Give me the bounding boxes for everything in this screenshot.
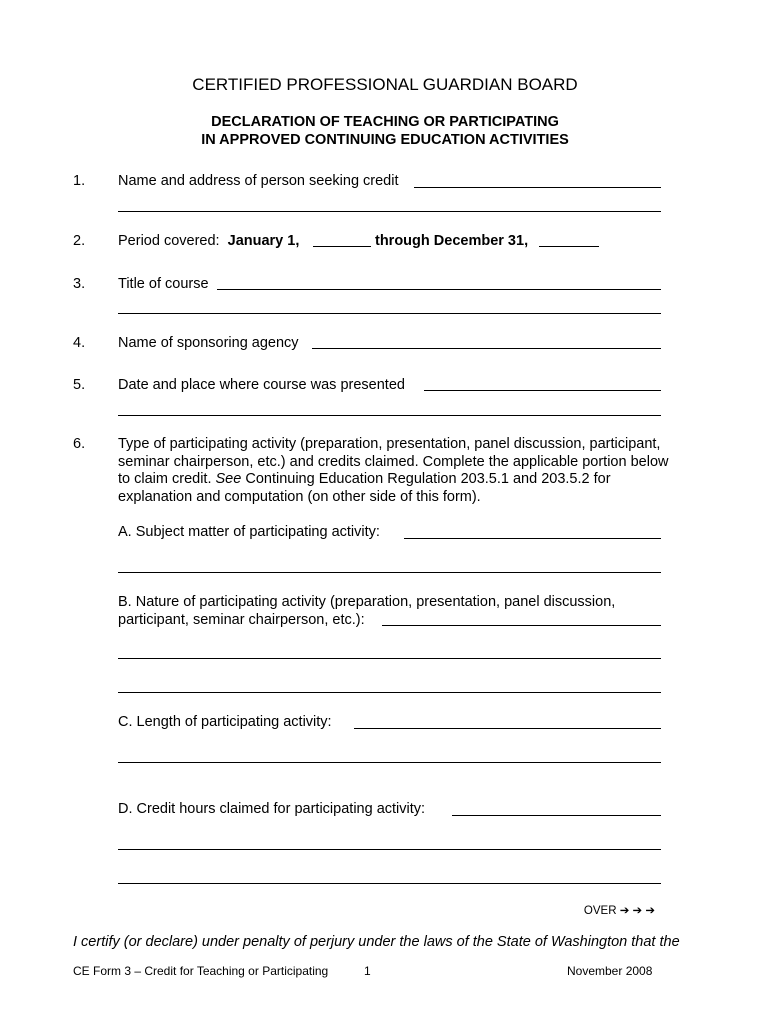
form-subtitle bbox=[0, 113, 770, 149]
credit-hours-field-line-3[interactable] bbox=[118, 883, 661, 884]
course-title-field[interactable] bbox=[217, 289, 661, 290]
length-label: C. Length of participating activity: bbox=[118, 714, 332, 730]
item-label-date-place: Date and place where course was presented bbox=[118, 377, 405, 393]
sponsoring-agency-field[interactable] bbox=[312, 348, 661, 349]
item-number-3: 3. bbox=[73, 276, 86, 292]
nature-field[interactable] bbox=[382, 625, 661, 626]
course-title-field-line-2[interactable] bbox=[118, 313, 661, 314]
credit-hours-field[interactable] bbox=[452, 815, 661, 816]
date-place-field[interactable] bbox=[424, 390, 661, 391]
activity-instructions bbox=[118, 436, 678, 506]
item-number-4: 4. bbox=[73, 335, 86, 351]
credit-hours-field-line-2[interactable] bbox=[118, 849, 661, 850]
period-end: through December 31, bbox=[375, 233, 529, 249]
item-label-title: Title of course bbox=[118, 276, 209, 292]
certification-statement: I certify (or declare) under penalty of perjury under the laws of the State of Washington that the bbox=[73, 934, 680, 950]
board-title: CERTIFIED PROFESSIONAL GUARDIAN BOARD bbox=[192, 75, 578, 94]
subtitle-line-2: IN APPROVED CONTINUING EDUCATION ACTIVITIES bbox=[201, 132, 569, 148]
item-number-1: 1. bbox=[73, 173, 86, 189]
date-place-field-line-2[interactable] bbox=[118, 415, 661, 416]
item-number-6: 6. bbox=[73, 436, 86, 452]
activity-instructions-part-2: Continuing Education Regulation 203.5.1 and 203.5.2 for explanation and computation (on other side of this form). bbox=[118, 471, 611, 505]
subject-matter-field-line-2[interactable] bbox=[118, 572, 661, 573]
period-end-year-field[interactable] bbox=[539, 246, 599, 247]
name-address-field[interactable] bbox=[414, 187, 661, 188]
item-label-agency: Name of sponsoring agency bbox=[118, 335, 299, 351]
name-address-field-line-2[interactable] bbox=[118, 211, 661, 212]
over-arrows-label: OVER ➔ ➔ ➔ bbox=[583, 905, 655, 917]
period-start: January 1, bbox=[227, 233, 300, 249]
length-field[interactable] bbox=[354, 728, 661, 729]
footer-date: November 2008 bbox=[567, 964, 653, 978]
item-label-name-address: Name and address of person seeking credit bbox=[118, 173, 399, 189]
nature-label-line-1: B. Nature of participating activity (preparation, presentation, panel discussion, bbox=[118, 594, 616, 610]
period-prefix: Period covered: bbox=[118, 233, 220, 249]
subtitle-line-1: DECLARATION OF TEACHING OR PARTICIPATING bbox=[211, 114, 559, 130]
credit-hours-label: D. Credit hours claimed for participating activity: bbox=[118, 801, 426, 817]
footer-page-number: 1 bbox=[364, 964, 371, 978]
nature-label-line-2: participant, seminar chairperson, etc.): bbox=[118, 612, 365, 628]
subject-matter-field[interactable] bbox=[404, 538, 661, 539]
subject-matter-label: A. Subject matter of participating activity: bbox=[118, 524, 380, 540]
nature-field-line-2[interactable] bbox=[118, 658, 661, 659]
item-number-2: 2. bbox=[73, 233, 86, 249]
activity-instructions-part-1: Type of participating activity (preparation, presentation, panel discussion, participant, seminar chairperson, etc.) and credits claimed. Complete the applicable portion below to claim credit. bbox=[118, 436, 669, 487]
nature-field-line-3[interactable] bbox=[118, 692, 661, 693]
period-start-year-field[interactable] bbox=[313, 246, 371, 247]
item-label-period bbox=[118, 233, 299, 249]
length-field-line-2[interactable] bbox=[118, 762, 661, 763]
see-emphasis: See bbox=[215, 471, 242, 487]
footer-form-name: CE Form 3 – Credit for Teaching or Participating bbox=[73, 964, 329, 978]
item-number-5: 5. bbox=[73, 377, 86, 393]
